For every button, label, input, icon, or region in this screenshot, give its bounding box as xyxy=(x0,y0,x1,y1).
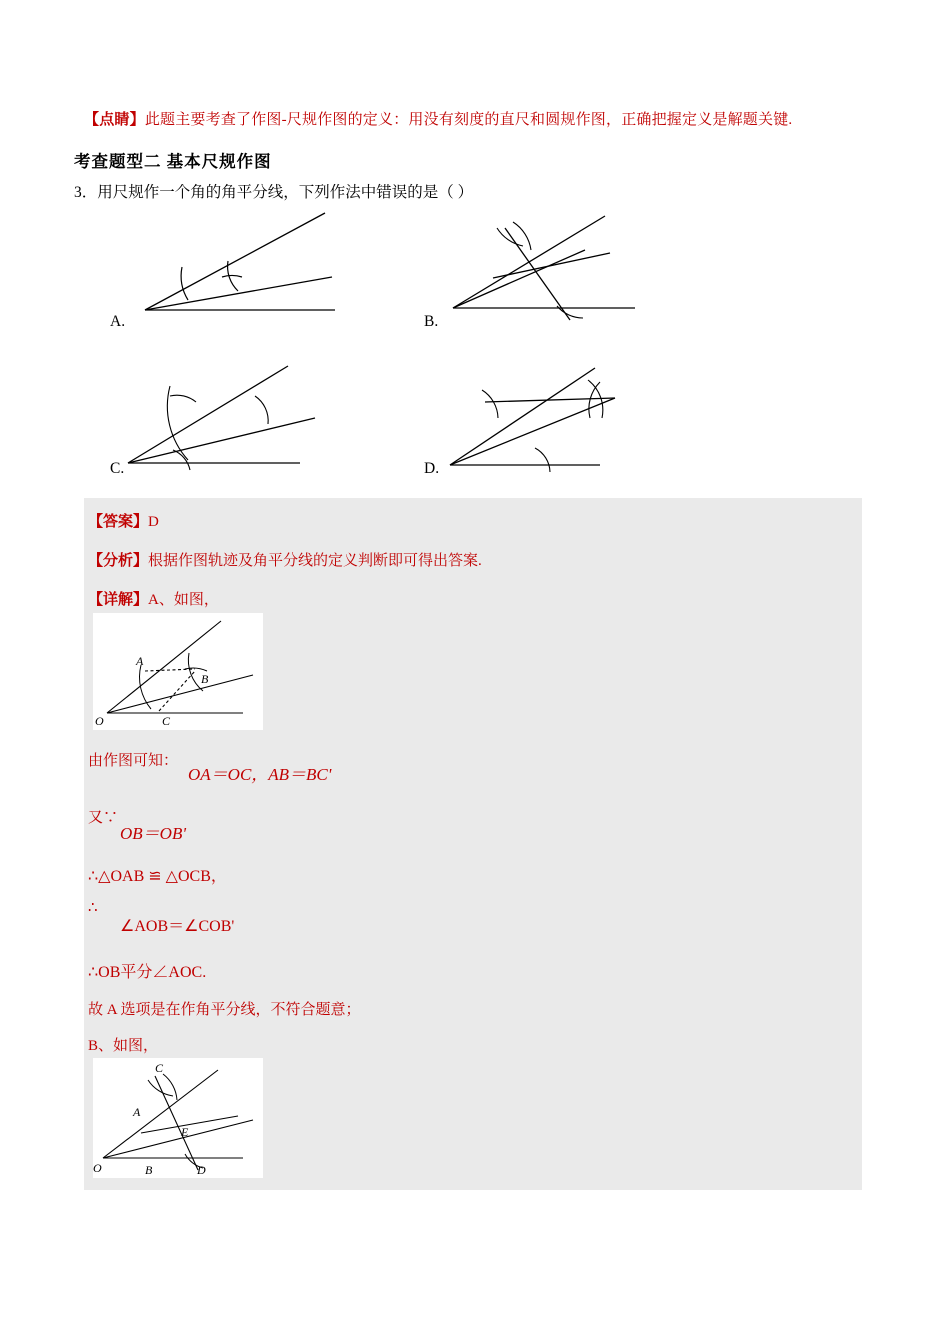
step1-prefix: 由作图可知： xyxy=(88,753,179,769)
answer-figure-b xyxy=(93,1058,263,1178)
analysis-text: 根据作图轨迹及角平分线的定义判断即可得出答案. xyxy=(148,553,482,569)
detail-tag: 【详解】 xyxy=(88,592,149,608)
svg-text:B: B xyxy=(145,1163,153,1177)
option-b-figure xyxy=(435,198,665,328)
svg-text:A: A xyxy=(136,654,144,668)
answer-line xyxy=(88,510,159,531)
analysis-tag: 【分析】 xyxy=(88,553,149,569)
answer-figure-a xyxy=(93,613,263,730)
svg-text:A: A xyxy=(133,1105,141,1119)
option-b-label: B. xyxy=(424,313,439,330)
option-c-label: C. xyxy=(110,460,125,477)
section-heading: 考查题型二 基本尺规作图 xyxy=(74,152,272,171)
option-d-label: D. xyxy=(424,460,440,477)
step1-math: OA＝OC，AB＝BC' xyxy=(188,765,332,784)
svg-text:O: O xyxy=(93,1161,102,1175)
option-b-text: B、如图， xyxy=(88,1038,159,1054)
svg-text:C: C xyxy=(155,1061,164,1075)
conclusion-a: 故 A 选项是在作角平分线，不符合题意； xyxy=(88,1002,361,1018)
option-a-figure xyxy=(110,205,340,330)
step5-math: ∴OB平分∠AOC. xyxy=(88,964,207,981)
option-d-figure xyxy=(440,360,670,480)
svg-text:D: D xyxy=(197,1163,206,1177)
answer-value: D xyxy=(148,514,159,530)
question-text: 用尺规作一个角的角平分线，下列作法中错误的是（ ） xyxy=(97,184,474,201)
svg-text:B: B xyxy=(201,672,209,686)
svg-text:E: E xyxy=(181,1125,189,1139)
key-point-tag: 【点睛】 xyxy=(84,112,145,128)
detail-line xyxy=(88,588,219,609)
step2-prefix: 又∵ xyxy=(88,810,119,826)
step4-math: ∠AOB＝∠COB' xyxy=(120,918,235,935)
step4-prefix: ∴ xyxy=(88,900,98,916)
detail-text: A、如图， xyxy=(148,592,219,608)
svg-text:C: C xyxy=(162,714,171,728)
step2-math: OB＝OB' xyxy=(120,824,186,843)
option-a-label: A. xyxy=(110,313,126,330)
answer-tag: 【答案】 xyxy=(88,514,149,530)
key-point-note xyxy=(84,108,884,129)
option-c-figure xyxy=(110,358,340,478)
analysis-line xyxy=(88,549,482,570)
key-point-text: 此题主要考查了作图-尺规作图的定义：用没有刻度的直尺和圆规作图，正确把握定义是解题关键. xyxy=(144,112,793,128)
svg-text:O: O xyxy=(95,714,104,728)
step3-math: ∴△OAB ≌ △OCB， xyxy=(88,868,227,885)
question-3 xyxy=(74,180,473,202)
question-number: 3． xyxy=(74,184,98,201)
